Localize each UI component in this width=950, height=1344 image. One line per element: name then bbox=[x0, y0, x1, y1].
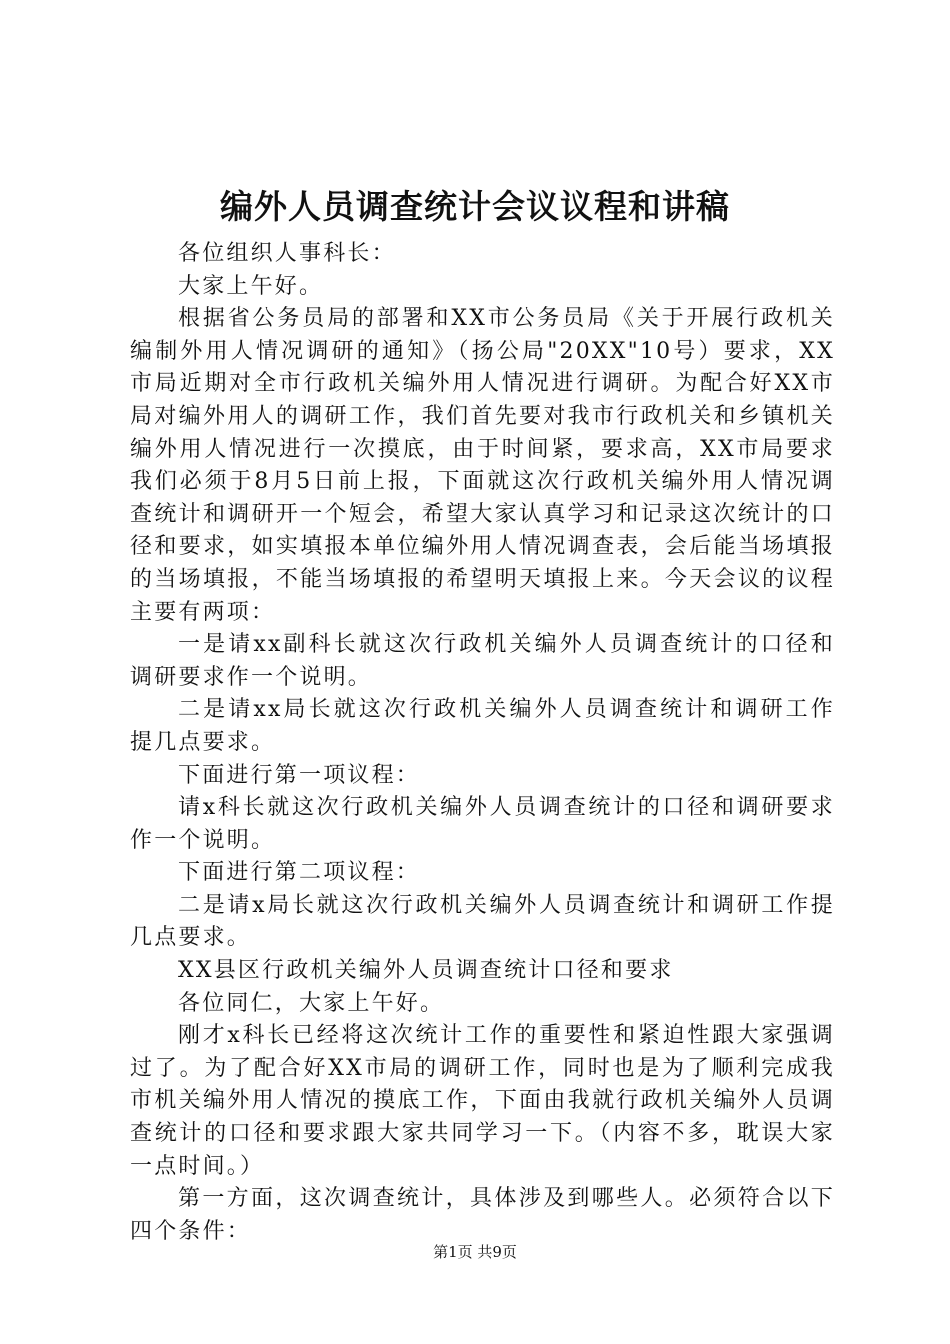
paragraph-first-agenda-detail: 请x科长就这次行政机关编外人员调查统计的口径和调研要求作一个说明。 bbox=[130, 795, 835, 853]
paragraph-agenda-item-2: 二是请xx局长就这次行政机关编外人员调查统计和调研工作提几点要求。 bbox=[130, 697, 835, 755]
document-body bbox=[130, 238, 835, 1248]
paragraph-second-agenda-intro: 下面进行第二项议程： bbox=[178, 860, 421, 886]
paragraph-background: 根据省公务员局的部署和XX市公务员局《关于开展行政机关编制外用人情况调研的通知》（扬公局"20XX"10号）要求，XX市局近期对全市行政机关编外用人情况进行调研。为配合好XX市局对编外用人的调研工作，我们首先要对我市行政机关和乡镇机关编外用人情况进行一次摸底，由于时间紧，要求高，XX市局要求我们必须于8月5日前上报，下面就这次行政机关编外用人情况调查统计和调研开一个短会，希望大家认真学习和记录这次统计的口径和要求，如实填报本单位编外用人情况调查表，会后能当场填报的当场填报，不能当场填报的希望明天填报上来。今天会议的议程主要有两项： bbox=[130, 306, 835, 625]
paragraph-salutation: 各位组织人事科长： bbox=[178, 241, 396, 266]
paragraph-first-agenda-intro: 下面进行第一项议程： bbox=[178, 762, 421, 788]
paragraph-introduction: 刚才x科长已经将这次统计工作的重要性和紧迫性跟大家强调过了。为了配合好XX市局的调研工作，同时也是为了顺利完成我市机关编外用人情况的摸底工作，下面由我就行政机关编外人员调查统计的口径和要求跟大家共同学习一下。（内容不多，耽误大家一点时间。） bbox=[130, 1023, 835, 1179]
paragraph-section-heading: XX县区行政机关编外人员调查统计口径和要求 bbox=[178, 958, 674, 984]
paragraph-second-agenda-detail: 二是请x局长就这次行政机关编外人员调查统计和调研工作提几点要求。 bbox=[130, 892, 835, 951]
paragraph-first-aspect: 第一方面，这次调查统计，具体涉及到哪些人。必须符合以下四个条件： bbox=[130, 1186, 835, 1244]
document-title: 编外人员调查统计会议议程和讲稿 bbox=[220, 187, 730, 226]
page-number-footer: 第1页 共9页 bbox=[433, 1243, 517, 1261]
paragraph-colleagues-greeting: 各位同仁，大家上午好。 bbox=[178, 990, 445, 1016]
paragraph-agenda-item-1: 一是请xx副科长就这次行政机关编外人员调查统计的口径和调研要求作一个说明。 bbox=[130, 632, 835, 690]
paragraph-greeting: 大家上午好。 bbox=[178, 273, 324, 299]
